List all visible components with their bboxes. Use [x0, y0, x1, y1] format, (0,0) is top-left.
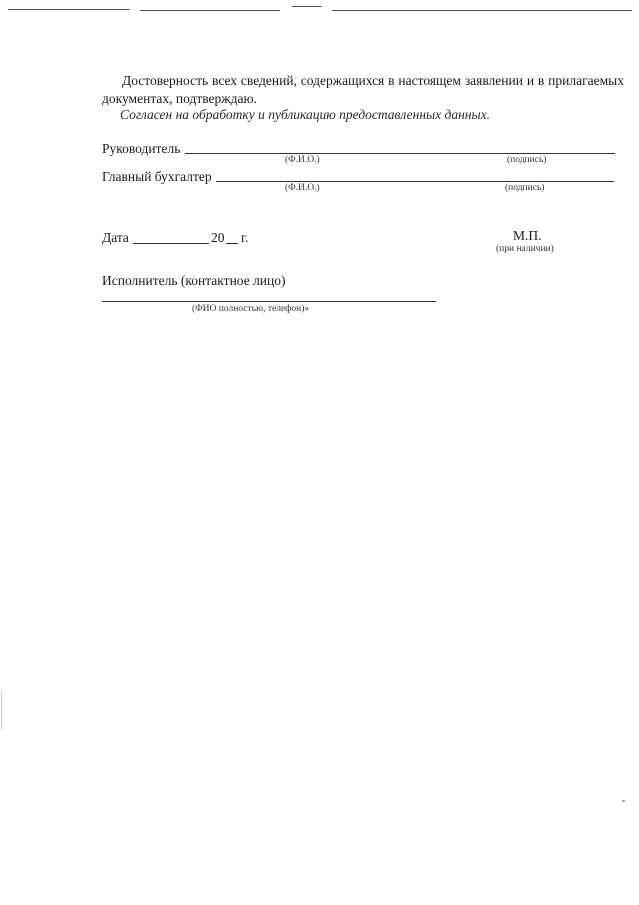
date-year-suffix: г.	[241, 230, 249, 245]
intro-paragraph: Достоверность всех сведений, содержащихся в настоящем заявлении и в прилагаемых документах, подтверждаю.	[102, 73, 624, 106]
head-fio-caption: (Ф.И.О.)	[285, 155, 320, 165]
stamp-label: М.П.	[513, 228, 542, 243]
date-day-month-blank	[133, 243, 209, 244]
scan-top-edge	[0, 9, 639, 12]
date-year-blank	[226, 243, 238, 244]
scan-speck	[622, 800, 625, 802]
chief-accountant-signature-caption: (подпись)	[505, 183, 545, 193]
head-signature-line	[185, 153, 615, 154]
date-label: Дата	[102, 230, 129, 245]
chief-accountant-fio-caption: (Ф.И.О.)	[285, 183, 320, 193]
head-label: Руководитель	[102, 141, 181, 156]
stamp-caption: (при наличии)	[496, 244, 554, 254]
contact-caption: (ФИО полностью, телефон)»	[192, 304, 310, 314]
contact-line	[102, 301, 436, 302]
consent-text: Согласен на обработку и публикацию предоставленных данных.	[120, 107, 491, 122]
date-year-prefix: 20	[211, 230, 225, 245]
chief-accountant-label: Главный бухгалтер	[102, 169, 212, 184]
contact-label: Исполнитель (контактное лицо)	[102, 273, 286, 288]
chief-accountant-signature-line	[216, 181, 614, 182]
head-signature-caption: (подпись)	[507, 155, 547, 165]
scan-speck	[1, 690, 2, 730]
